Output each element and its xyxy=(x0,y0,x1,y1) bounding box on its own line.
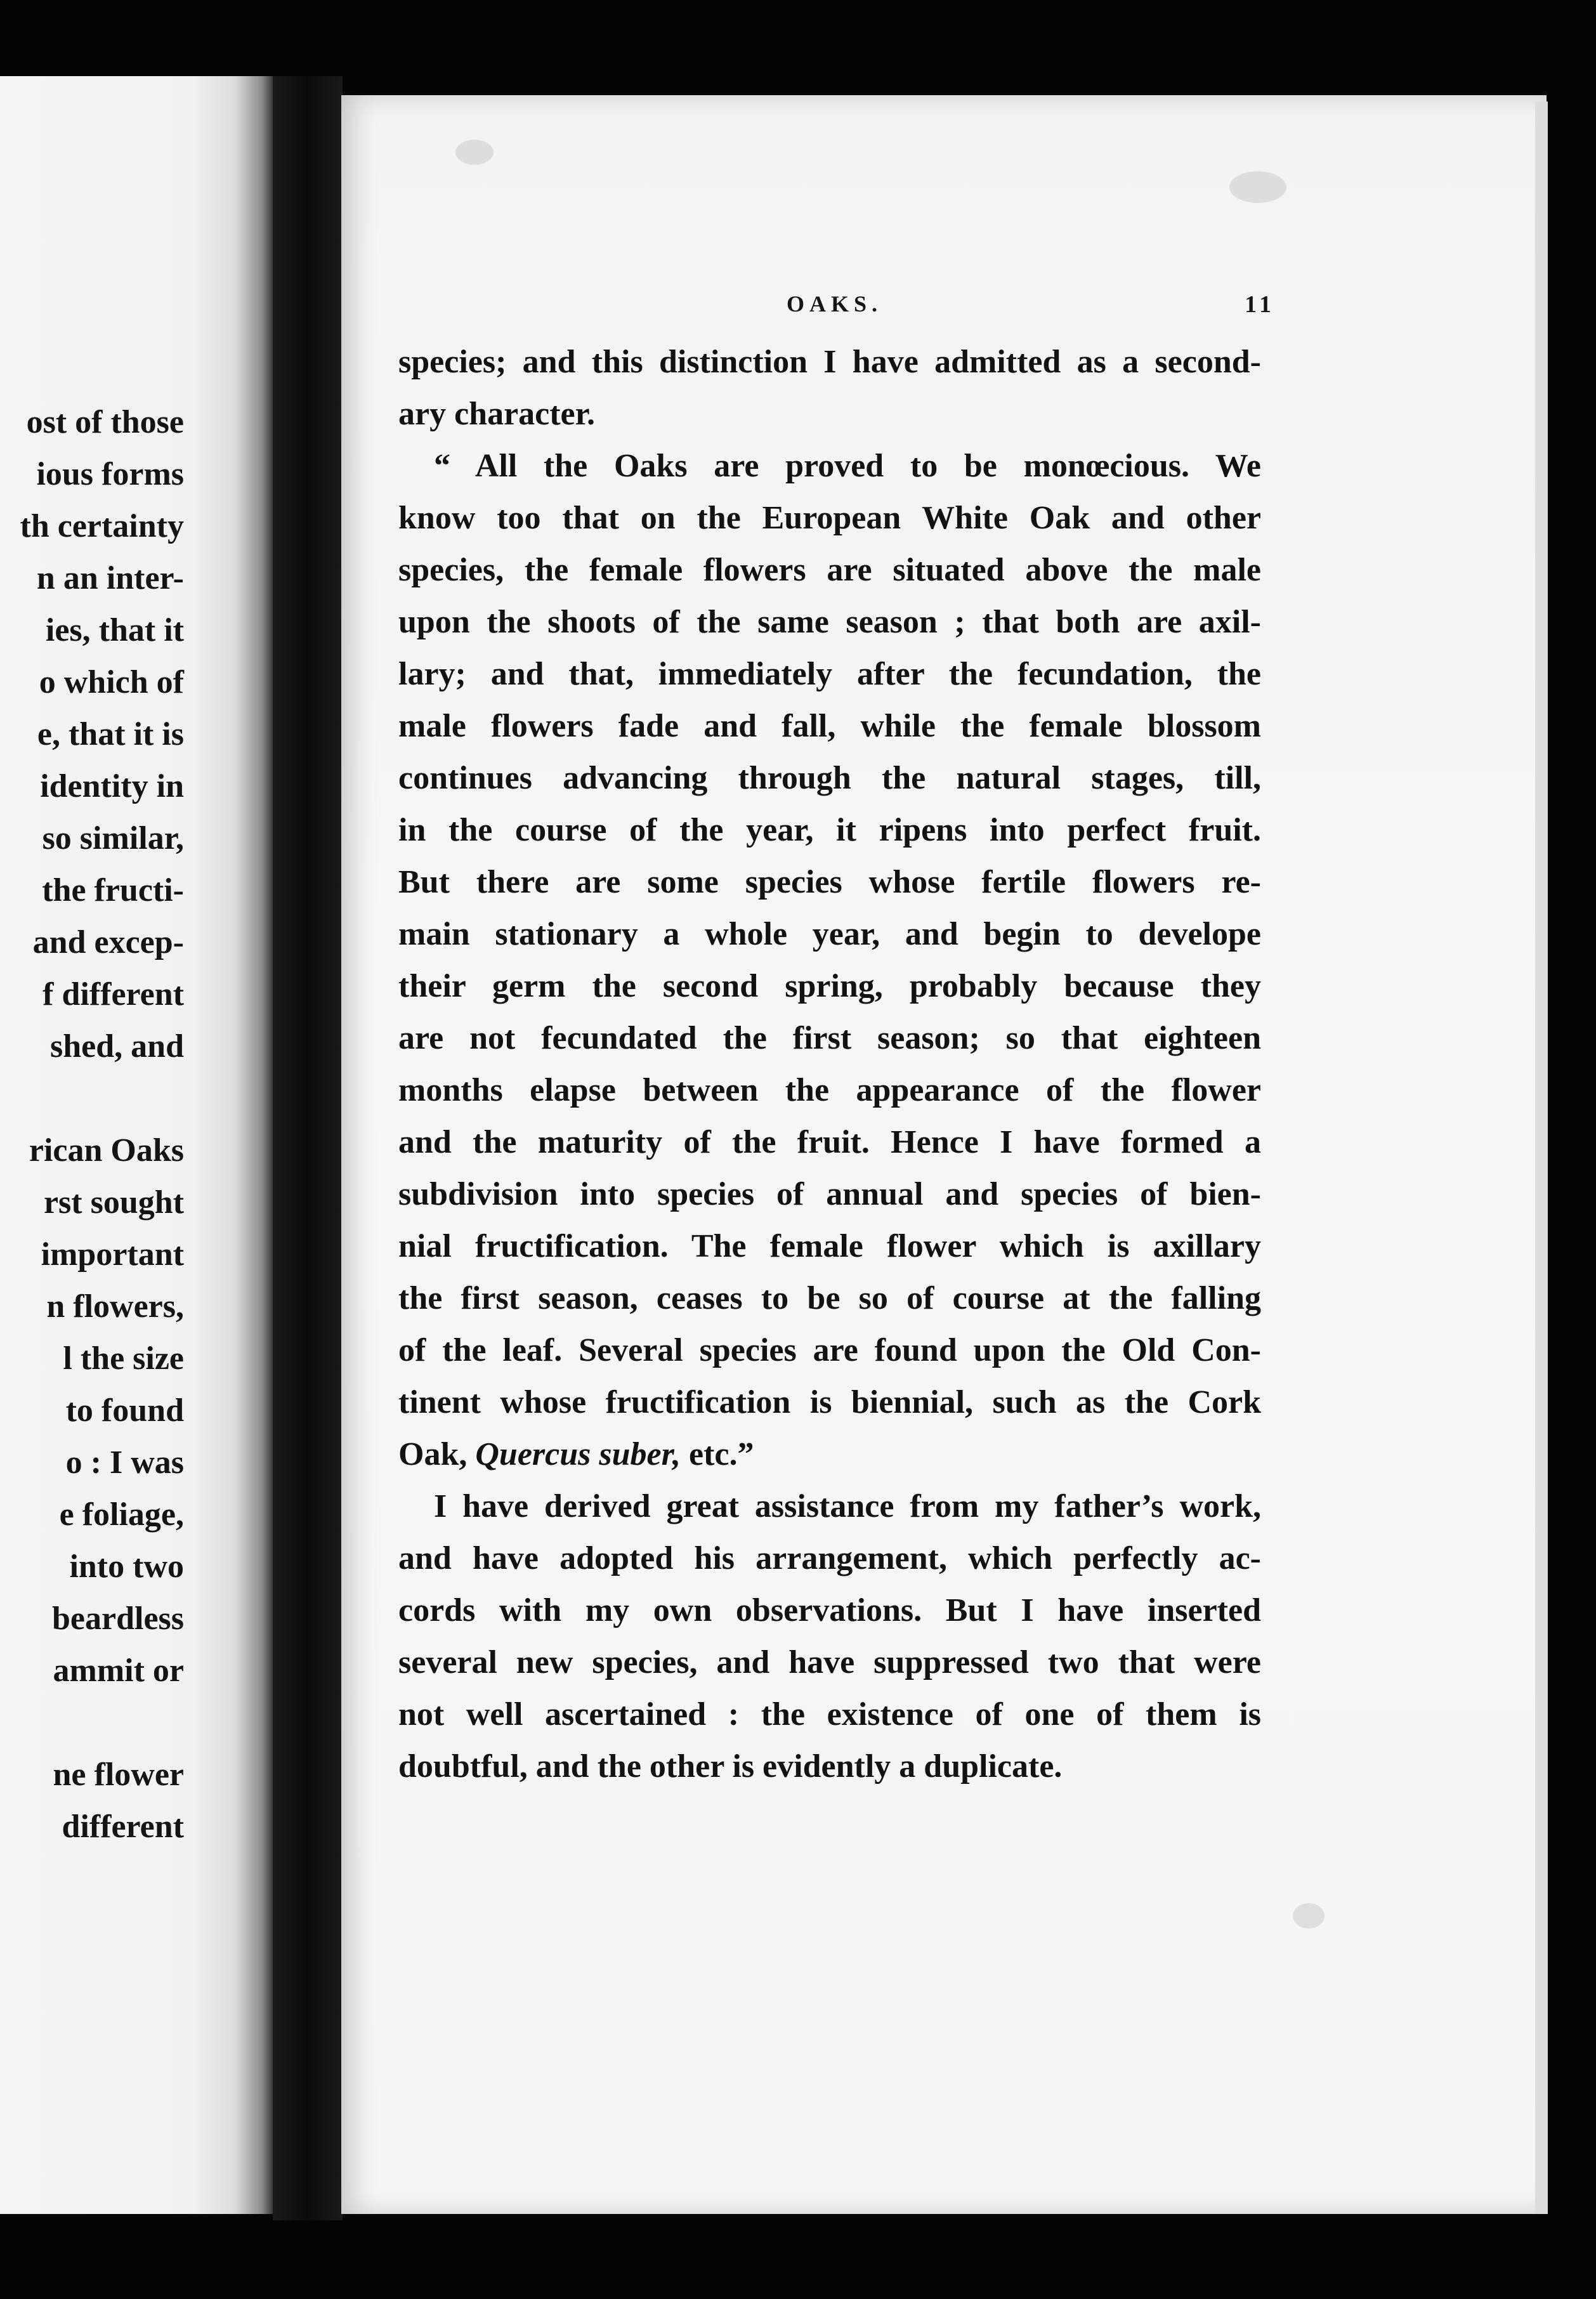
left-line: the fructi- xyxy=(42,872,184,908)
book-gutter-shadow xyxy=(273,76,343,2220)
text-line: and the maturity of the fruit. Hence I have formed a xyxy=(398,1124,1261,1160)
paper-stain xyxy=(1293,1903,1325,1929)
running-head: OAKS. xyxy=(787,291,883,317)
left-page-text xyxy=(0,396,184,1853)
text-fragment: Oak, xyxy=(398,1436,468,1472)
text-line: several new species, and have suppressed two that were xyxy=(398,1644,1261,1680)
text-line: their germ the second spring, probably because they xyxy=(398,968,1261,1004)
left-line: ost of those xyxy=(26,404,184,440)
left-line: rican Oaks xyxy=(29,1132,184,1169)
left-paragraph-gap xyxy=(0,1697,184,1749)
left-line: into two xyxy=(69,1549,184,1585)
left-line: ne flower xyxy=(53,1757,184,1793)
text-line: in the course of the year, it ripens into perfect fruit. xyxy=(398,812,1261,848)
text-line: of the leaf. Several species are found upon the Old Con- xyxy=(398,1332,1261,1368)
left-line: f different xyxy=(43,976,184,1012)
text-line: male flowers fade and fall, while the female blossom xyxy=(398,708,1261,744)
body-text xyxy=(398,336,1261,1793)
text-line: species; and this distinction I have admitted as a second- xyxy=(398,344,1261,380)
left-line: to found xyxy=(65,1392,184,1429)
text-line: upon the shoots of the same season ; that both are axil- xyxy=(398,604,1261,640)
left-line: ies, that it xyxy=(45,612,184,648)
text-line xyxy=(398,1429,1261,1481)
left-line: o : I was xyxy=(65,1444,184,1481)
text-fragment: etc.” xyxy=(689,1436,754,1472)
left-line: so similar, xyxy=(42,820,184,856)
text-line: subdivision into species of annual and species of bien- xyxy=(398,1176,1261,1212)
left-line: l the size xyxy=(63,1340,184,1377)
left-line: ious forms xyxy=(36,456,184,492)
text-line: I have derived great assistance from my father’s work, xyxy=(434,1488,1261,1524)
left-line: e foliage, xyxy=(59,1497,184,1533)
left-paragraph-gap xyxy=(0,1073,184,1125)
left-line: different xyxy=(62,1809,184,1845)
text-line: months elapse between the appearance of the flower xyxy=(398,1072,1261,1108)
left-line: n flowers, xyxy=(46,1288,184,1325)
text-line: the first season, ceases to be so of course at the falling xyxy=(398,1280,1261,1316)
left-line: e, that it is xyxy=(37,716,184,752)
paper-stain xyxy=(455,140,494,165)
left-line: o which of xyxy=(39,664,184,700)
left-line: identity in xyxy=(40,768,184,804)
left-line: important xyxy=(41,1236,184,1273)
species-name: Quercus suber, xyxy=(475,1436,681,1472)
text-line: continues advancing through the natural stages, till, xyxy=(398,760,1261,796)
paper-stain xyxy=(1229,171,1286,203)
text-line: are not fecundated the first season; so that eighteen xyxy=(398,1020,1261,1056)
page-header xyxy=(393,291,1275,329)
text-line: know too that on the European White Oak and other xyxy=(398,500,1261,536)
text-line: nial fructification. The female flower which is axillary xyxy=(398,1228,1261,1264)
text-line: ary character. xyxy=(398,396,595,432)
left-line: shed, and xyxy=(50,1028,184,1064)
text-line: main stationary a whole year, and begin to develope xyxy=(398,916,1261,952)
left-line: n an inter- xyxy=(36,560,184,596)
text-line: species, the female flowers are situated above the male xyxy=(398,552,1261,588)
text-line: doubtful, and the other is evidently a duplicate. xyxy=(398,1748,1063,1785)
text-line: and have adopted his arrangement, which perfectly ac- xyxy=(398,1540,1261,1576)
text-line: “ All the Oaks are proved to be monœcious. We xyxy=(434,448,1261,484)
text-line: tinent whose fructification is biennial, such as the Cork xyxy=(398,1384,1261,1420)
text-line: cords with my own observations. But I have inserted xyxy=(398,1592,1261,1628)
text-line: But there are some species whose fertile flowers re- xyxy=(398,864,1261,900)
left-line: and excep- xyxy=(32,924,184,960)
text-line: not well ascertained : the existence of one of them is xyxy=(398,1696,1261,1732)
left-line: beardless xyxy=(52,1601,184,1637)
left-line: ammit or xyxy=(53,1653,184,1689)
page-edge xyxy=(1535,102,1548,2214)
page-number: 11 xyxy=(1245,291,1275,318)
text-line: lary; and that, immediately after the fecundation, the xyxy=(398,656,1261,692)
left-page xyxy=(0,76,273,2214)
left-line: th certainty xyxy=(20,508,184,544)
left-line: rst sought xyxy=(43,1184,184,1221)
